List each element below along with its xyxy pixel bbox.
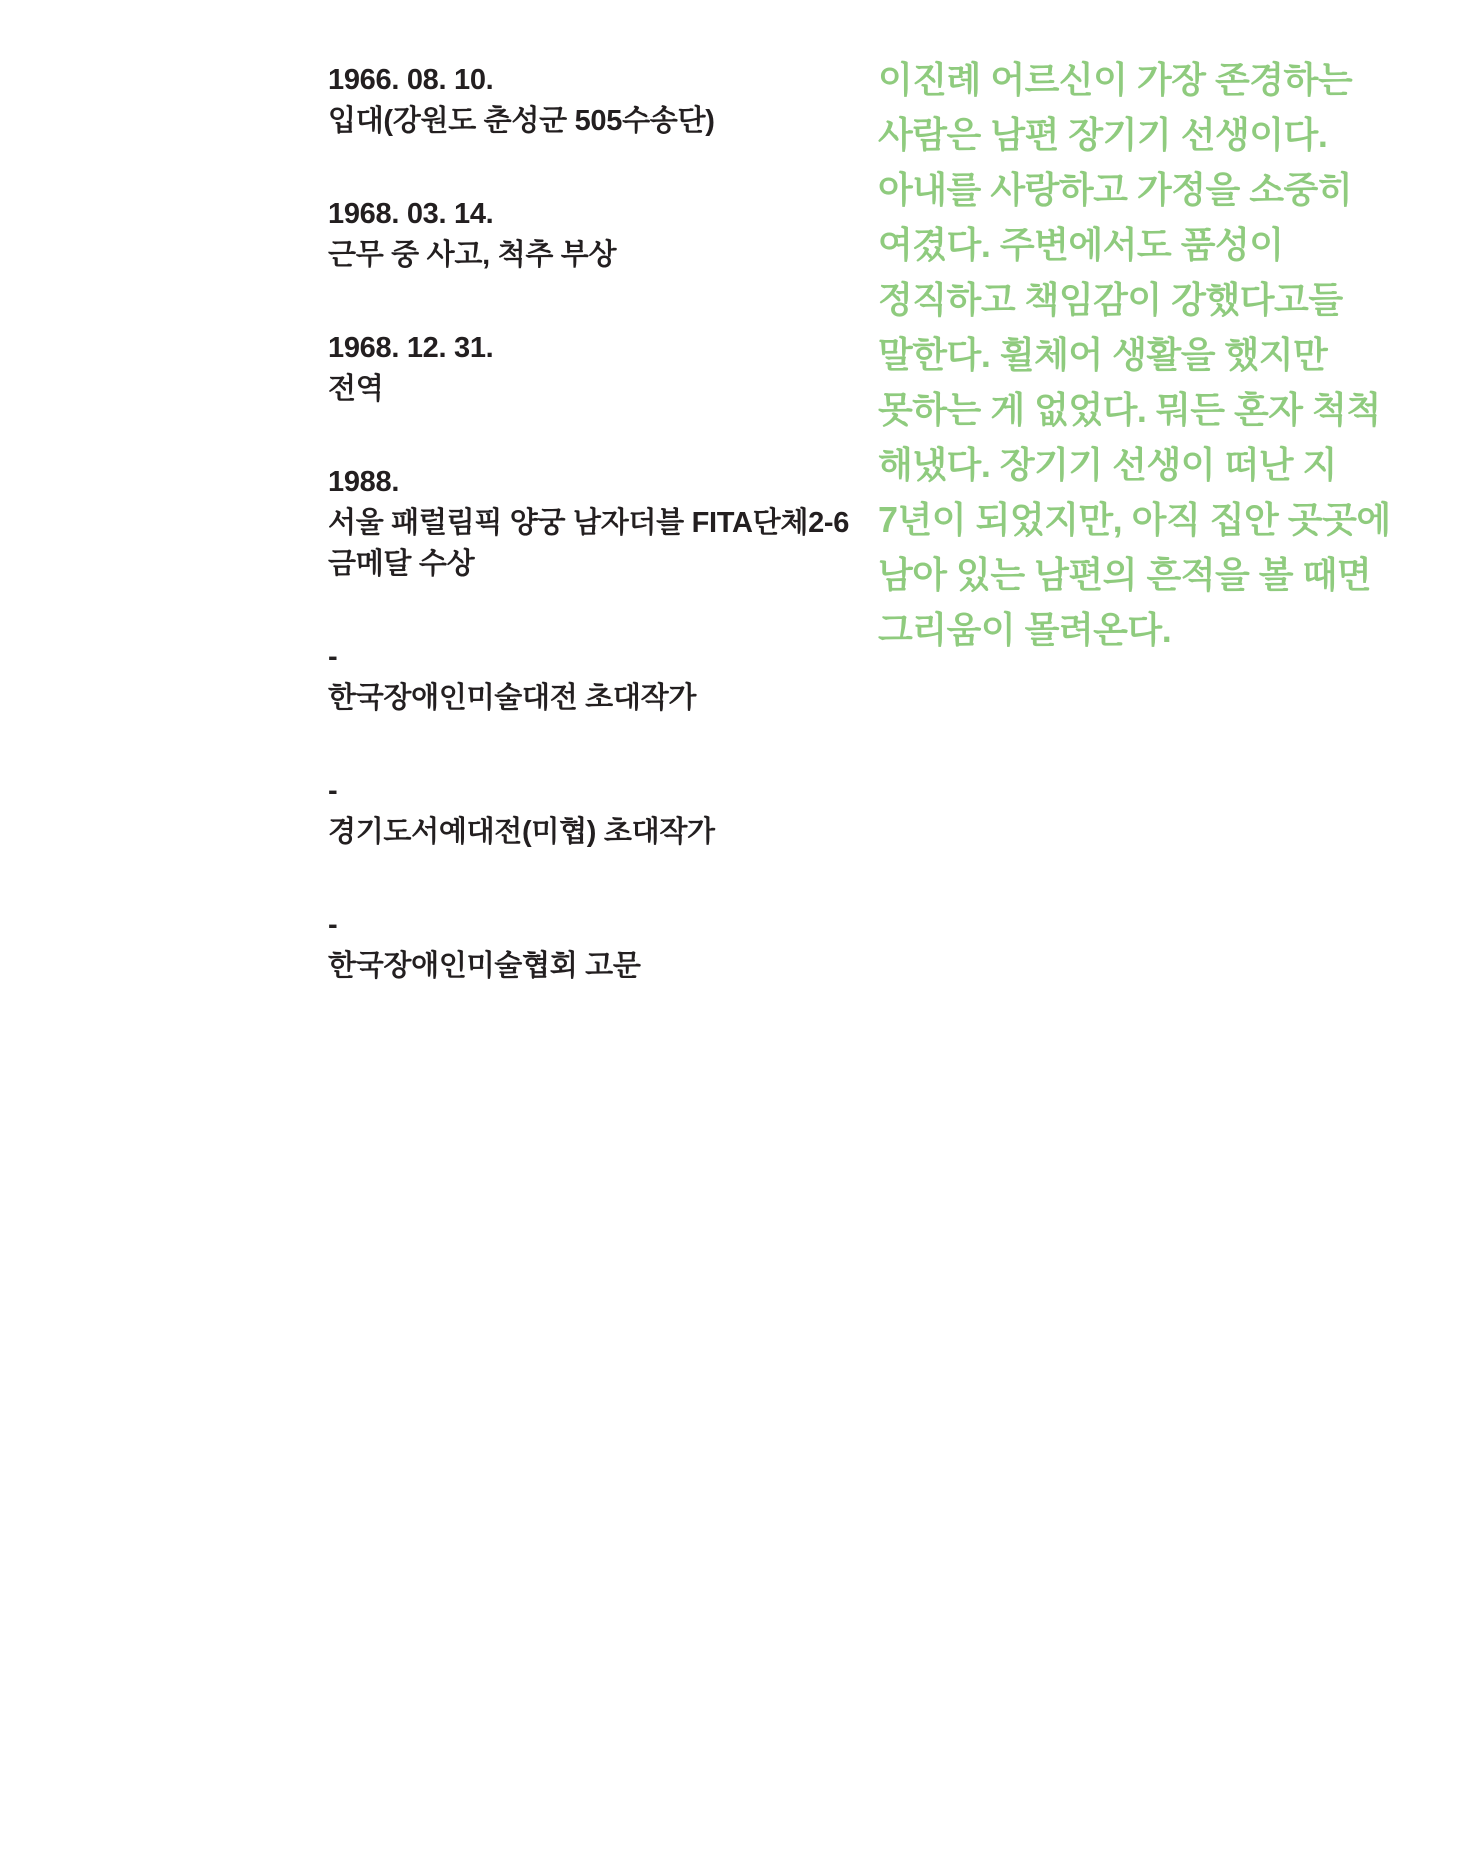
timeline-entry-text: 근무 중 사고, 척추 부상 — [328, 239, 617, 271]
timeline-entry-text: 한국장애인미술대전 초대작가 — [328, 682, 697, 714]
timeline-entry-text: 한국장애인미술협회 고문 — [328, 950, 641, 982]
timeline-entry-date: - — [328, 775, 338, 807]
timeline-entry — [328, 637, 848, 719]
story-text-line: 여겼다. 주변에서도 품성이 — [878, 224, 1284, 265]
timeline-entry-text: 전역 — [328, 373, 384, 405]
timeline-entry-text: 서울 패럴림픽 양궁 남자더블 FITA단체2-6 — [328, 507, 850, 539]
timeline-entry — [328, 905, 848, 987]
story-text-line: 해냈다. 장기기 선생이 떠난 지 — [878, 444, 1337, 485]
timeline-entry-text: 입대(강원도 춘성군 505수송단) — [328, 105, 715, 137]
story-text-line: 정직하고 책임감이 강했다고들 — [878, 279, 1343, 320]
timeline-entry-date: 1968. 12. 31. — [328, 332, 494, 364]
story-text-line: 사람은 남편 장기기 선생이다. — [878, 114, 1328, 155]
story-text-line: 남아 있는 남편의 흔적을 볼 때면 — [878, 554, 1372, 595]
story-text-line: 이진례 어르신이 가장 존경하는 — [878, 59, 1353, 100]
timeline-entry-date: - — [328, 909, 338, 941]
timeline-entry-date: 1966. 08. 10. — [328, 64, 494, 96]
timeline-entry — [328, 328, 848, 410]
timeline-entry — [328, 60, 848, 142]
timeline-entry-date: 1968. 03. 14. — [328, 198, 494, 230]
timeline-entry — [328, 771, 848, 853]
story-text-line: 그리움이 몰려온다. — [878, 609, 1172, 650]
story-text-line: 아내를 사랑하고 가정을 소중히 — [878, 169, 1353, 210]
timeline-entry-date: - — [328, 641, 338, 673]
timeline-entry-text: 경기도서예대전(미협) 초대작가 — [328, 816, 715, 848]
story-text-line: 못하는 게 없었다. 뭐든 혼자 척척 — [878, 389, 1381, 430]
timeline-entry-text: 금메달 수상 — [328, 548, 475, 580]
timeline-entry-date: 1988. — [328, 466, 400, 498]
timeline-entry — [328, 194, 848, 276]
story-text-line: 말한다. 휠체어 생활을 했지만 — [878, 334, 1328, 375]
story-column — [878, 52, 1398, 657]
timeline-column — [328, 60, 848, 1039]
story-text-line: 7년이 되었지만, 아직 집안 곳곳에 — [878, 499, 1391, 540]
timeline-entry — [328, 462, 848, 585]
